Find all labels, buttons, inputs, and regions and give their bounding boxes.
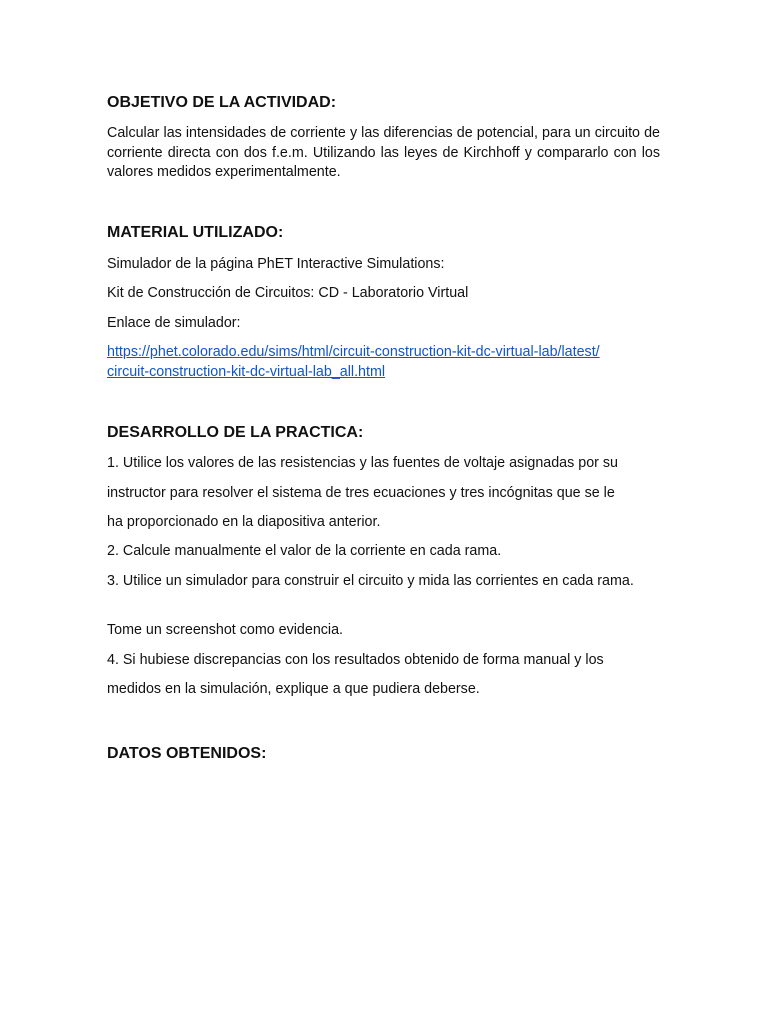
step-3: 3. Utilice un simulador para construir el circuito y mida las corrientes en cada rama.: [107, 573, 634, 589]
simulator-link[interactable]: [107, 343, 660, 382]
material-line-simulador: Simulador de la página PhET Interactive Simulations:: [107, 256, 445, 272]
simulator-link-part2: circuit-construction-kit-dc-virtual-lab_all.html: [107, 363, 386, 380]
heading-material: MATERIAL UTILIZADO:: [107, 224, 284, 241]
step-4-line-2: medidos en la simulación, explique a que pudiera deberse.: [107, 681, 480, 697]
material-line-enlace: Enlace de simulador:: [107, 315, 241, 331]
heading-datos: DATOS OBTENIDOS:: [107, 745, 267, 762]
simulator-link-part1: https://phet.colorado.edu/sims/html/circuit-construction-kit-dc-virtual-lab/latest/: [107, 344, 600, 360]
step-2: 2. Calcule manualmente el valor de la corriente en cada rama.: [107, 543, 502, 559]
step-1-line-2: instructor para resolver el sistema de tres ecuaciones y tres incógnitas que se le: [107, 485, 615, 501]
objetivo-body: Calcular las intensidades de corriente y las diferencias de potencial, para un circuito de corriente directa con dos f.e.m. Utilizando las leyes de Kirchhoff y compararlo con los valores medidos experimentalmente.: [107, 125, 660, 180]
step-4-line-1: 4. Si hubiese discrepancias con los resultados obtenido de forma manual y los: [107, 652, 604, 668]
step-1-line-1: 1. Utilice los valores de las resistencias y las fuentes de voltaje asignadas por su: [107, 455, 618, 471]
step-1-line-3: ha proporcionado en la diapositiva anterior.: [107, 514, 381, 530]
heading-desarrollo: DESARROLLO DE LA PRACTICA:: [107, 424, 364, 441]
step-3-note: Tome un screenshot como evidencia.: [107, 622, 344, 638]
material-line-kit: Kit de Construcción de Circuitos: CD - Laboratorio Virtual: [107, 285, 469, 301]
heading-objetivo: OBJETIVO DE LA ACTIVIDAD:: [107, 94, 337, 111]
